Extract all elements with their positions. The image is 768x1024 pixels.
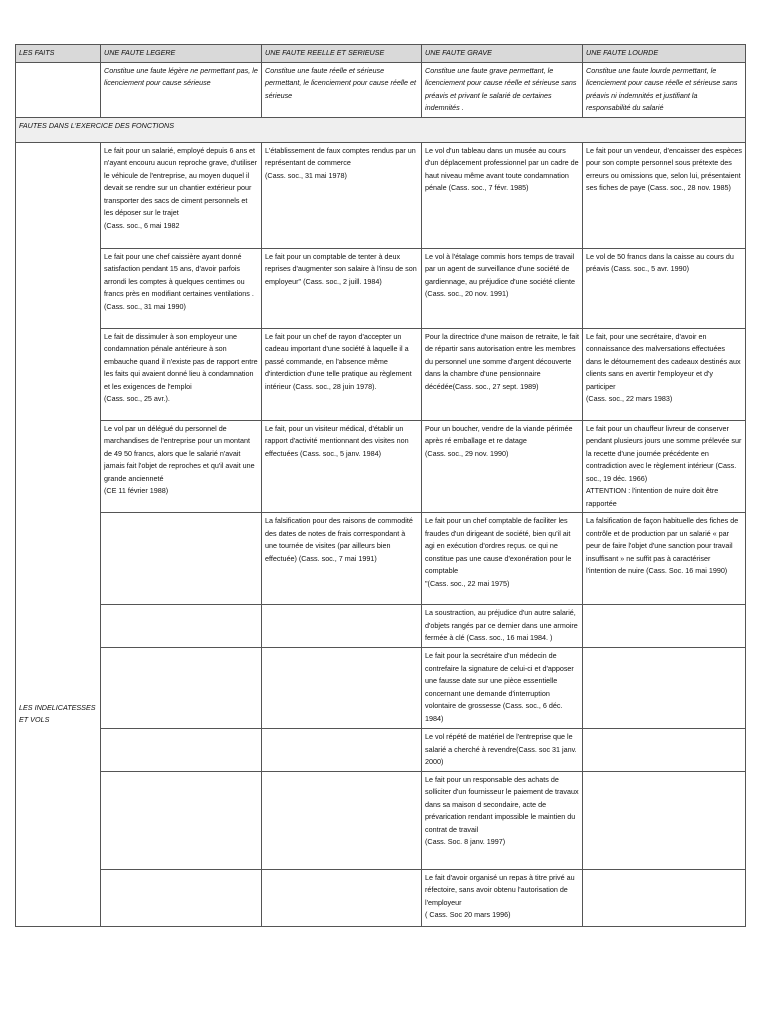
table-cell	[262, 248, 422, 328]
cell-text: Le fait, pour un visiteur médical, d'établir un rapport d'activité mentionnant des visites non effectuées (Cass. soc., 5 janv. 1984)	[265, 423, 409, 458]
section-title: FAUTES DANS L'EXERCICE DES FONCTIONS	[16, 117, 746, 142]
table-cell	[262, 648, 422, 729]
cell-citation: ( Cass. Soc 20 mars 1996)	[425, 910, 511, 919]
cell-text: Le fait pour un chauffeur livreur de conserver pendant plusieurs jours une somme prélevée sur la recette d'une journée précédente en contradiction avec le règlement intérieur (Cass. soc., 19 déc. 1966)	[586, 423, 742, 483]
table-cell	[262, 729, 422, 772]
row-group-label-cell	[16, 142, 101, 926]
table-cell	[422, 513, 583, 605]
table-cell	[101, 328, 262, 420]
cell-text: Le fait de dissimuler à son employeur une condamnation pénale antérieure à son embauche quand il n'existe pas de rapport entre les faits qui avaient donné lieu à condamnation et les exigences de l'emploi	[104, 331, 258, 391]
table-row	[16, 328, 746, 420]
table-cell	[583, 648, 746, 729]
table-row	[16, 605, 746, 648]
definition-lourde: Constitue une faute lourde permettant, le licenciement pour cause réelle et sérieuse sans préavis ni indemnités et justifiant la responsabilité du salarié	[583, 62, 746, 117]
table-cell	[101, 420, 262, 513]
cell-citation: (CE 11 février 1988)	[104, 486, 169, 495]
table-cell	[262, 771, 422, 869]
table-cell	[422, 771, 583, 869]
cell-text: Le vol répété de matériel de l'entreprise que le salarié a cherché à revendre(Cass. soc 31 janv. 2000)	[425, 732, 577, 766]
cell-text: Le fait pour la secrétaire d'un médecin de contrefaire la signature de celui-ci et d'apposer une fausse date sur une pièce essentielle concernant une demande d'interruption volontaire de grossesse (Cass. soc., 6 déc. 1984)	[425, 651, 574, 723]
table-cell	[101, 729, 262, 772]
cell-citation: "(Cass. soc., 22 mai 1975)	[425, 578, 510, 588]
table-cell	[583, 142, 746, 248]
cell-text: Le fait pour un comptable de tenter à deux reprises d'augmenter son salaire à l'insu de son employeur" (Cass. soc., 2 juill. 1984)	[265, 251, 417, 286]
cell-text: La soustraction, au préjudice d'un autre salarié, d'objets rangés par ce dernier dans une armoire fermée à clé (Cass. soc., 16 mai 1984. )	[425, 608, 578, 642]
cell-text: Le fait pour un salarié, employé depuis 6 ans et n'ayant encouru aucun reproche grave, d'utiliser le véhicule de l'entreprise, au moyen duquel il devait se rendre sur un chantier extérieur pour transporter des sacs de ciment personnels et les déposer sur le trajet	[104, 145, 257, 217]
table-cell	[583, 729, 746, 772]
table-cell	[101, 771, 262, 869]
table-cell	[583, 869, 746, 926]
header-faute-grave: UNE FAUTE GRAVE	[422, 45, 583, 63]
table-cell	[422, 142, 583, 248]
table-cell	[262, 420, 422, 513]
table-cell	[583, 771, 746, 869]
table-row	[16, 771, 746, 869]
definition-legere: Constitue une faute légère ne permettant pas, le licenciement pour cause sérieuse	[101, 62, 262, 117]
cell-citation: (Cass. soc., 29 nov. 1990)	[425, 448, 509, 458]
cell-text: La falsification pour des raisons de commodité des dates de notes de frais correspondant à une tournée de visites (par ailleurs bien effectuée) (Cass. soc., 7 mai 1991)	[265, 516, 413, 563]
table-row	[16, 729, 746, 772]
table-cell	[262, 513, 422, 605]
definition-grave: Constitue une faute grave permettant, le licenciement pour cause réelle et sérieuse sans préavis et privant le salarié de certaines indemnités .	[422, 62, 583, 117]
table-cell	[583, 420, 746, 513]
table-cell	[262, 605, 422, 648]
cell-text: Le fait pour un vendeur, d'encaisser des espèces pour son compte personnel sous prétexte des erreurs ou omissions que, selon lui, présentaient ses fiches de paye (Cass. soc., 28 nov. 1985)	[586, 145, 743, 192]
cell-text: Le vol à l'étalage commis hors temps de travail par un agent de surveillance d'une société de gardiennage, au préjudice d'une société cliente (Cass. soc., 20 nov. 1991)	[425, 251, 576, 298]
cell-text: Le fait pour un chef de rayon d'accepter un cadeau important d'une société à laquelle il a passé commande, en l'absence même d'interdiction d'une telle pratique au règlement intérieur (Cass. soc., 28 juin 1978).	[265, 331, 412, 391]
table-cell	[583, 248, 746, 328]
table-cell	[101, 648, 262, 729]
cell-citation: (Cass. soc., 6 mai 1982	[104, 220, 180, 230]
table-cell	[422, 420, 583, 513]
table-cell	[422, 648, 583, 729]
table-cell	[101, 248, 262, 328]
table-cell	[422, 605, 583, 648]
table-cell	[101, 513, 262, 605]
header-faute-legere: UNE FAUTE LEGERE	[101, 45, 262, 63]
table-cell	[583, 328, 746, 420]
cell-text: Le vol par un délégué du personnel de marchandises de l'entreprise pour un montant de 49 50 francs, alors que le salarié n'avait jamais fait l'objet de reproches et qu'il avait une grande ancienneté	[104, 423, 255, 483]
cell-text: Le fait pour une chef caissière ayant donné satisfaction pendant 15 ans, d'avoir parfois arrondi les comptes à quelques centimes ou francs près en modifiant certaines ventilations .	[104, 251, 254, 298]
row-group-label: LES INDELICATESSES ET VOLS	[19, 702, 96, 724]
cell-text: Le fait d'avoir organisé un repas à titre privé au réfectoire, sans avoir obtenu l'autorisation de l'employeur	[425, 872, 575, 907]
header-faute-reelle-serieuse: UNE FAUTE REELLE ET SERIEUSE	[262, 45, 422, 63]
header-row	[16, 45, 746, 63]
cell-citation: (Cass. soc., 31 mai 1990)	[104, 301, 186, 311]
cell-text: Le fait pour un chef comptable de faciliter les fraudes d'un dirigeant de société, bien qu'il ait agi en exécution d'ordres reçus. ce qui ne constitue pas une cause d'exonération pour le comptable	[425, 516, 572, 575]
table-row	[16, 420, 746, 513]
definition-blank	[16, 62, 101, 117]
cell-citation: (Cass. soc., 25 avr.).	[104, 394, 170, 403]
table-row	[16, 648, 746, 729]
header-faute-lourde: UNE FAUTE LOURDE	[583, 45, 746, 63]
definition-row	[16, 62, 746, 117]
cell-citation: (Cass. soc., 31 mai 1978)	[265, 170, 347, 180]
table-row	[16, 513, 746, 605]
table-cell	[422, 729, 583, 772]
definition-reelle-serieuse: Constitue une faute réelle et sérieuse permettant, le licenciement pour cause réelle et sérieuse	[262, 62, 422, 117]
cell-text: Le fait, pour une secrétaire, d'avoir en connaissance des malversations effectuées dans le détournement des cadeaux destinés aux clients sans en avertir l'employeur et d'y participer	[586, 331, 741, 391]
table-cell	[422, 328, 583, 420]
cell-text: Le fait pour un responsable des achats de solliciter d'un fournisseur le paiement de travaux dans sa maison d secondaire, acte de prévarication rendant impossible le maintien du contrat de travail	[425, 774, 579, 834]
cell-text: Le vol d'un tableau dans un musée au cours d'un déplacement professionnel par un cadre de haut niveau même avant toute condamnation pénale (Cass. soc., 7 févr. 1985)	[425, 145, 579, 192]
table-cell	[583, 605, 746, 648]
cell-citation: (Cass. soc., 22 mars 1983)	[586, 394, 673, 403]
table-cell	[422, 869, 583, 926]
table-row	[16, 248, 746, 328]
table-cell	[262, 869, 422, 926]
table-cell	[262, 328, 422, 420]
section-row	[16, 117, 746, 142]
table-row	[16, 869, 746, 926]
faults-table	[15, 44, 746, 927]
cell-text: La falsification de façon habituelle des fiches de contrôle et de production par un salarié « par peur de faire l'objet d'une sanction pour travail insuffisant » ne suffit pas à caractériser l'intention de nuire (Cass. Soc. 16 mai 1990)	[586, 516, 739, 575]
table-cell	[422, 248, 583, 328]
cell-text: Pour un boucher, vendre de la viande périmée après ré emballage et re datage	[425, 423, 573, 445]
table-cell	[101, 605, 262, 648]
table-cell	[101, 869, 262, 926]
cell-text: L'établissement de faux comptes rendus par un représentant de commerce	[265, 145, 416, 167]
table-cell	[101, 142, 262, 248]
table-cell	[262, 142, 422, 248]
cell-citation: (Cass. Soc. 8 janv. 1997)	[425, 837, 506, 846]
cell-text: Pour la directrice d'une maison de retraite, le fait de répartir sans autorisation entre les membres du personnel une somme d'argent découverte dans la chambre d'une pensionnaire décédée(Cass. soc., 27 sept. 1989)	[425, 331, 579, 391]
cell-note: ATTENTION : l'intention de nuire doit être rapportée	[586, 486, 719, 508]
table-cell	[583, 513, 746, 605]
table-row	[16, 142, 746, 248]
header-faits: LES FAITS	[16, 45, 101, 63]
cell-text: Le vol de 50 francs dans la caisse au cours du préavis (Cass. soc., 5 avr. 1990)	[586, 251, 734, 273]
